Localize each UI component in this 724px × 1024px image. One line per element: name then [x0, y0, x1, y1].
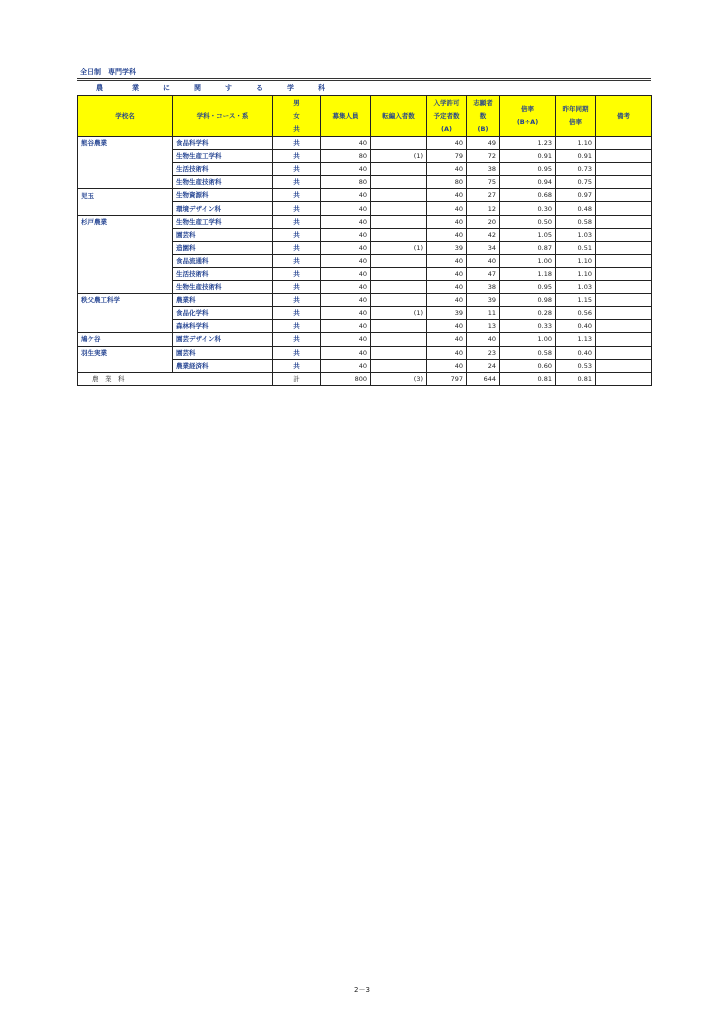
- cell-notes: [596, 333, 652, 346]
- section-char: に: [163, 84, 170, 92]
- cell-gender: 共: [273, 359, 321, 372]
- cell-transfer: [371, 294, 427, 307]
- cell-course: 農業経済科: [173, 359, 273, 372]
- cell-school: 熊谷農業: [78, 137, 173, 150]
- col-prev-l2: 倍率: [569, 118, 582, 126]
- cell-admit: 39: [427, 307, 467, 320]
- cell-course: 食品科学科: [173, 137, 273, 150]
- cell-prev: 1.10: [556, 254, 596, 267]
- col-prev-l1: 昨年同期: [562, 105, 589, 113]
- cell-school: 秩父農工科学: [78, 294, 173, 307]
- cell-notes: [596, 267, 652, 280]
- total-prev: 0.81: [556, 372, 596, 385]
- cell-ratio: 1.18: [500, 267, 556, 280]
- cell-notes: [596, 281, 652, 294]
- section-title: [77, 83, 651, 93]
- cell-applicants: 12: [467, 202, 500, 215]
- table-row: [78, 307, 652, 320]
- cell-prev: 0.48: [556, 202, 596, 215]
- cell-school: [78, 359, 173, 372]
- cell-school: [78, 281, 173, 294]
- col-gender: [273, 96, 321, 137]
- cell-course: 生物生産技術科: [173, 281, 273, 294]
- col-prev: [556, 96, 596, 137]
- cell-school: [78, 267, 173, 280]
- section-char: る: [256, 84, 263, 92]
- cell-admit: 40: [427, 320, 467, 333]
- cell-notes: [596, 307, 652, 320]
- header-label: 全日制 専門学科: [80, 68, 136, 76]
- cell-ratio: 0.68: [500, 189, 556, 202]
- cell-ratio: 0.50: [500, 215, 556, 228]
- col-school: 学校名: [78, 96, 173, 137]
- cell-prev: 0.40: [556, 346, 596, 359]
- col-applicants-l1: 志願者: [473, 98, 493, 107]
- total-applicants: 644: [467, 372, 500, 385]
- cell-admit: 40: [427, 137, 467, 150]
- cell-recruit: 40: [321, 137, 371, 150]
- col-notes: 備考: [596, 96, 652, 137]
- cell-applicants: 13: [467, 320, 500, 333]
- cell-admit: 79: [427, 150, 467, 163]
- cell-admit: 40: [427, 202, 467, 215]
- cell-transfer: [371, 267, 427, 280]
- cell-recruit: 40: [321, 228, 371, 241]
- section-char: 業: [132, 84, 139, 92]
- cell-gender: 共: [273, 320, 321, 333]
- cell-gender: 共: [273, 241, 321, 254]
- cell-ratio: 0.60: [500, 359, 556, 372]
- table-row: [78, 267, 652, 280]
- cell-school: [78, 241, 173, 254]
- table-row: [78, 346, 652, 359]
- total-ratio: 0.81: [500, 372, 556, 385]
- cell-recruit: 40: [321, 267, 371, 280]
- cell-gender: 共: [273, 215, 321, 228]
- table-row: [78, 202, 652, 215]
- cell-school: [78, 150, 173, 163]
- cell-gender: 共: [273, 137, 321, 150]
- cell-admit: 40: [427, 281, 467, 294]
- table-row: [78, 189, 652, 202]
- cell-transfer: [371, 163, 427, 176]
- cell-gender: 共: [273, 150, 321, 163]
- cell-prev: 0.40: [556, 320, 596, 333]
- cell-admit: 40: [427, 254, 467, 267]
- cell-notes: [596, 215, 652, 228]
- cell-gender: 共: [273, 254, 321, 267]
- section-char: す: [225, 84, 232, 92]
- cell-gender: 共: [273, 307, 321, 320]
- cell-school: [78, 176, 173, 189]
- cell-ratio: 0.95: [500, 163, 556, 176]
- cell-transfer: [371, 333, 427, 346]
- table-row: [78, 333, 652, 346]
- table-row: [78, 281, 652, 294]
- cell-recruit: 40: [321, 254, 371, 267]
- table-row: [78, 359, 652, 372]
- cell-gender: 共: [273, 163, 321, 176]
- cell-course: 生活技術科: [173, 163, 273, 176]
- col-applicants-l2: 数: [479, 111, 487, 120]
- cell-school: [78, 163, 173, 176]
- cell-course: 造園科: [173, 241, 273, 254]
- cell-recruit: 80: [321, 176, 371, 189]
- cell-gender: 共: [273, 176, 321, 189]
- table-row: [78, 176, 652, 189]
- cell-school: [78, 228, 173, 241]
- cell-school: [78, 202, 173, 215]
- cell-ratio: 0.94: [500, 176, 556, 189]
- cell-prev: 1.03: [556, 281, 596, 294]
- cell-gender: 共: [273, 202, 321, 215]
- cell-school: [78, 307, 173, 320]
- cell-prev: 0.73: [556, 163, 596, 176]
- cell-ratio: 0.87: [500, 241, 556, 254]
- total-row: [78, 372, 652, 385]
- total-admit: 797: [427, 372, 467, 385]
- cell-transfer: [371, 281, 427, 294]
- cell-prev: 0.51: [556, 241, 596, 254]
- col-gender-l2: 女: [293, 111, 300, 120]
- cell-applicants: 42: [467, 228, 500, 241]
- cell-recruit: 40: [321, 202, 371, 215]
- cell-transfer: [371, 359, 427, 372]
- cell-applicants: 40: [467, 333, 500, 346]
- cell-notes: [596, 202, 652, 215]
- cell-applicants: 20: [467, 215, 500, 228]
- col-admit-l3: (A): [441, 124, 452, 133]
- cell-course: 生物生産工学科: [173, 150, 273, 163]
- col-gender-l1: 男: [293, 98, 300, 107]
- cell-ratio: 0.33: [500, 320, 556, 333]
- cell-recruit: 40: [321, 281, 371, 294]
- cell-prev: 1.03: [556, 228, 596, 241]
- total-label: 農 業 科: [78, 372, 273, 385]
- cell-transfer: (1): [371, 307, 427, 320]
- cell-prev: 1.15: [556, 294, 596, 307]
- cell-course: 生活技術科: [173, 267, 273, 280]
- cell-notes: [596, 241, 652, 254]
- cell-school: 羽生実業: [78, 346, 173, 359]
- col-ratio-l2: (B÷A): [516, 118, 539, 126]
- cell-gender: 共: [273, 346, 321, 359]
- table-row: [78, 137, 652, 150]
- section-char: 学: [287, 84, 294, 92]
- cell-applicants: 11: [467, 307, 500, 320]
- cell-course: 食品化学科: [173, 307, 273, 320]
- cell-applicants: 23: [467, 346, 500, 359]
- cell-transfer: [371, 254, 427, 267]
- cell-notes: [596, 254, 652, 267]
- cell-admit: 40: [427, 359, 467, 372]
- cell-prev: 1.10: [556, 137, 596, 150]
- cell-school: 鳩ケ谷: [78, 333, 173, 346]
- header-rule-bottom: [77, 80, 651, 81]
- col-applicants-l3: (B): [477, 124, 489, 133]
- section-char: 関: [194, 84, 201, 92]
- total-notes: [596, 372, 652, 385]
- cell-transfer: [371, 228, 427, 241]
- table-row: [78, 228, 652, 241]
- cell-admit: 40: [427, 333, 467, 346]
- cell-recruit: 40: [321, 320, 371, 333]
- cell-notes: [596, 228, 652, 241]
- cell-notes: [596, 294, 652, 307]
- cell-notes: [596, 189, 652, 202]
- page-number: 2－3: [354, 986, 370, 994]
- cell-applicants: 39: [467, 294, 500, 307]
- col-admit-l2: 予定者数: [433, 111, 460, 120]
- cell-admit: 40: [427, 228, 467, 241]
- cell-course: 園芸科: [173, 346, 273, 359]
- cell-admit: 40: [427, 189, 467, 202]
- cell-course: 生物生産技術科: [173, 176, 273, 189]
- header-rule-top: [77, 78, 651, 79]
- cell-applicants: 24: [467, 359, 500, 372]
- cell-course: 農業科: [173, 294, 273, 307]
- cell-recruit: 40: [321, 294, 371, 307]
- cell-gender: 共: [273, 267, 321, 280]
- cell-course: 生物資源科: [173, 189, 273, 202]
- table-row: [78, 254, 652, 267]
- cell-ratio: 1.23: [500, 137, 556, 150]
- cell-gender: 共: [273, 189, 321, 202]
- cell-school: 杉戸農業: [78, 215, 173, 228]
- cell-applicants: 38: [467, 281, 500, 294]
- cell-school: 児玉: [78, 189, 173, 202]
- cell-admit: 40: [427, 294, 467, 307]
- table-row: [78, 294, 652, 307]
- cell-ratio: 0.30: [500, 202, 556, 215]
- section-char: 科: [318, 84, 325, 92]
- cell-ratio: 1.05: [500, 228, 556, 241]
- cell-recruit: 80: [321, 150, 371, 163]
- cell-recruit: 40: [321, 215, 371, 228]
- cell-applicants: 34: [467, 241, 500, 254]
- cell-transfer: [371, 137, 427, 150]
- cell-ratio: 1.00: [500, 254, 556, 267]
- cell-recruit: 40: [321, 241, 371, 254]
- cell-recruit: 40: [321, 189, 371, 202]
- cell-admit: 40: [427, 215, 467, 228]
- table-header-row: [78, 96, 652, 137]
- table-row: [78, 215, 652, 228]
- cell-prev: 1.13: [556, 333, 596, 346]
- cell-prev: 0.53: [556, 359, 596, 372]
- col-recruit: 募集人員: [321, 96, 371, 137]
- cell-ratio: 1.00: [500, 333, 556, 346]
- col-gender-l3: 共: [293, 124, 300, 133]
- cell-gender: 共: [273, 228, 321, 241]
- total-transfer: (3): [371, 372, 427, 385]
- cell-ratio: 0.95: [500, 281, 556, 294]
- cell-prev: 0.56: [556, 307, 596, 320]
- cell-admit: 40: [427, 267, 467, 280]
- cell-notes: [596, 359, 652, 372]
- table-row: [78, 163, 652, 176]
- table-row: [78, 320, 652, 333]
- cell-ratio: 0.91: [500, 150, 556, 163]
- cell-recruit: 40: [321, 346, 371, 359]
- cell-ratio: 0.28: [500, 307, 556, 320]
- col-course: 学科・コース・系: [173, 96, 273, 137]
- col-applicants: [467, 96, 500, 137]
- cell-prev: 1.10: [556, 267, 596, 280]
- cell-notes: [596, 320, 652, 333]
- cell-course: 食品流通科: [173, 254, 273, 267]
- cell-applicants: 40: [467, 254, 500, 267]
- cell-applicants: 38: [467, 163, 500, 176]
- cell-recruit: 40: [321, 359, 371, 372]
- cell-applicants: 27: [467, 189, 500, 202]
- cell-ratio: 0.58: [500, 346, 556, 359]
- cell-transfer: [371, 320, 427, 333]
- total-recruit: 800: [321, 372, 371, 385]
- cell-admit: 40: [427, 346, 467, 359]
- cell-gender: 共: [273, 281, 321, 294]
- cell-transfer: [371, 202, 427, 215]
- col-ratio: [500, 96, 556, 137]
- cell-notes: [596, 137, 652, 150]
- cell-course: 園芸科: [173, 228, 273, 241]
- cell-course: 生物生産工学科: [173, 215, 273, 228]
- cell-transfer: [371, 346, 427, 359]
- cell-transfer: [371, 215, 427, 228]
- cell-course: 森林科学科: [173, 320, 273, 333]
- cell-prev: 0.91: [556, 150, 596, 163]
- cell-admit: 40: [427, 163, 467, 176]
- cell-notes: [596, 176, 652, 189]
- cell-transfer: (1): [371, 150, 427, 163]
- cell-school: [78, 320, 173, 333]
- cell-course: 環境デザイン科: [173, 202, 273, 215]
- cell-prev: 0.97: [556, 189, 596, 202]
- cell-applicants: 72: [467, 150, 500, 163]
- cell-transfer: [371, 189, 427, 202]
- cell-notes: [596, 163, 652, 176]
- cell-notes: [596, 346, 652, 359]
- admission-table: [77, 95, 652, 386]
- col-admit: [427, 96, 467, 137]
- cell-course: 園芸デザイン科: [173, 333, 273, 346]
- section-char: 農: [96, 84, 103, 92]
- cell-gender: 共: [273, 333, 321, 346]
- cell-recruit: 40: [321, 307, 371, 320]
- cell-prev: 0.75: [556, 176, 596, 189]
- total-gender: 計: [273, 372, 321, 385]
- cell-notes: [596, 150, 652, 163]
- cell-admit: 39: [427, 241, 467, 254]
- cell-transfer: (1): [371, 241, 427, 254]
- cell-recruit: 40: [321, 163, 371, 176]
- cell-gender: 共: [273, 294, 321, 307]
- cell-recruit: 40: [321, 333, 371, 346]
- cell-admit: 80: [427, 176, 467, 189]
- col-transfer: 転編入者数: [371, 96, 427, 137]
- cell-school: [78, 254, 173, 267]
- cell-transfer: [371, 176, 427, 189]
- cell-applicants: 75: [467, 176, 500, 189]
- cell-ratio: 0.98: [500, 294, 556, 307]
- cell-applicants: 47: [467, 267, 500, 280]
- table-row: [78, 241, 652, 254]
- col-ratio-l1: 倍率: [521, 105, 534, 113]
- cell-applicants: 49: [467, 137, 500, 150]
- table-row: [78, 150, 652, 163]
- col-admit-l1: 入学許可: [433, 98, 460, 107]
- cell-prev: 0.58: [556, 215, 596, 228]
